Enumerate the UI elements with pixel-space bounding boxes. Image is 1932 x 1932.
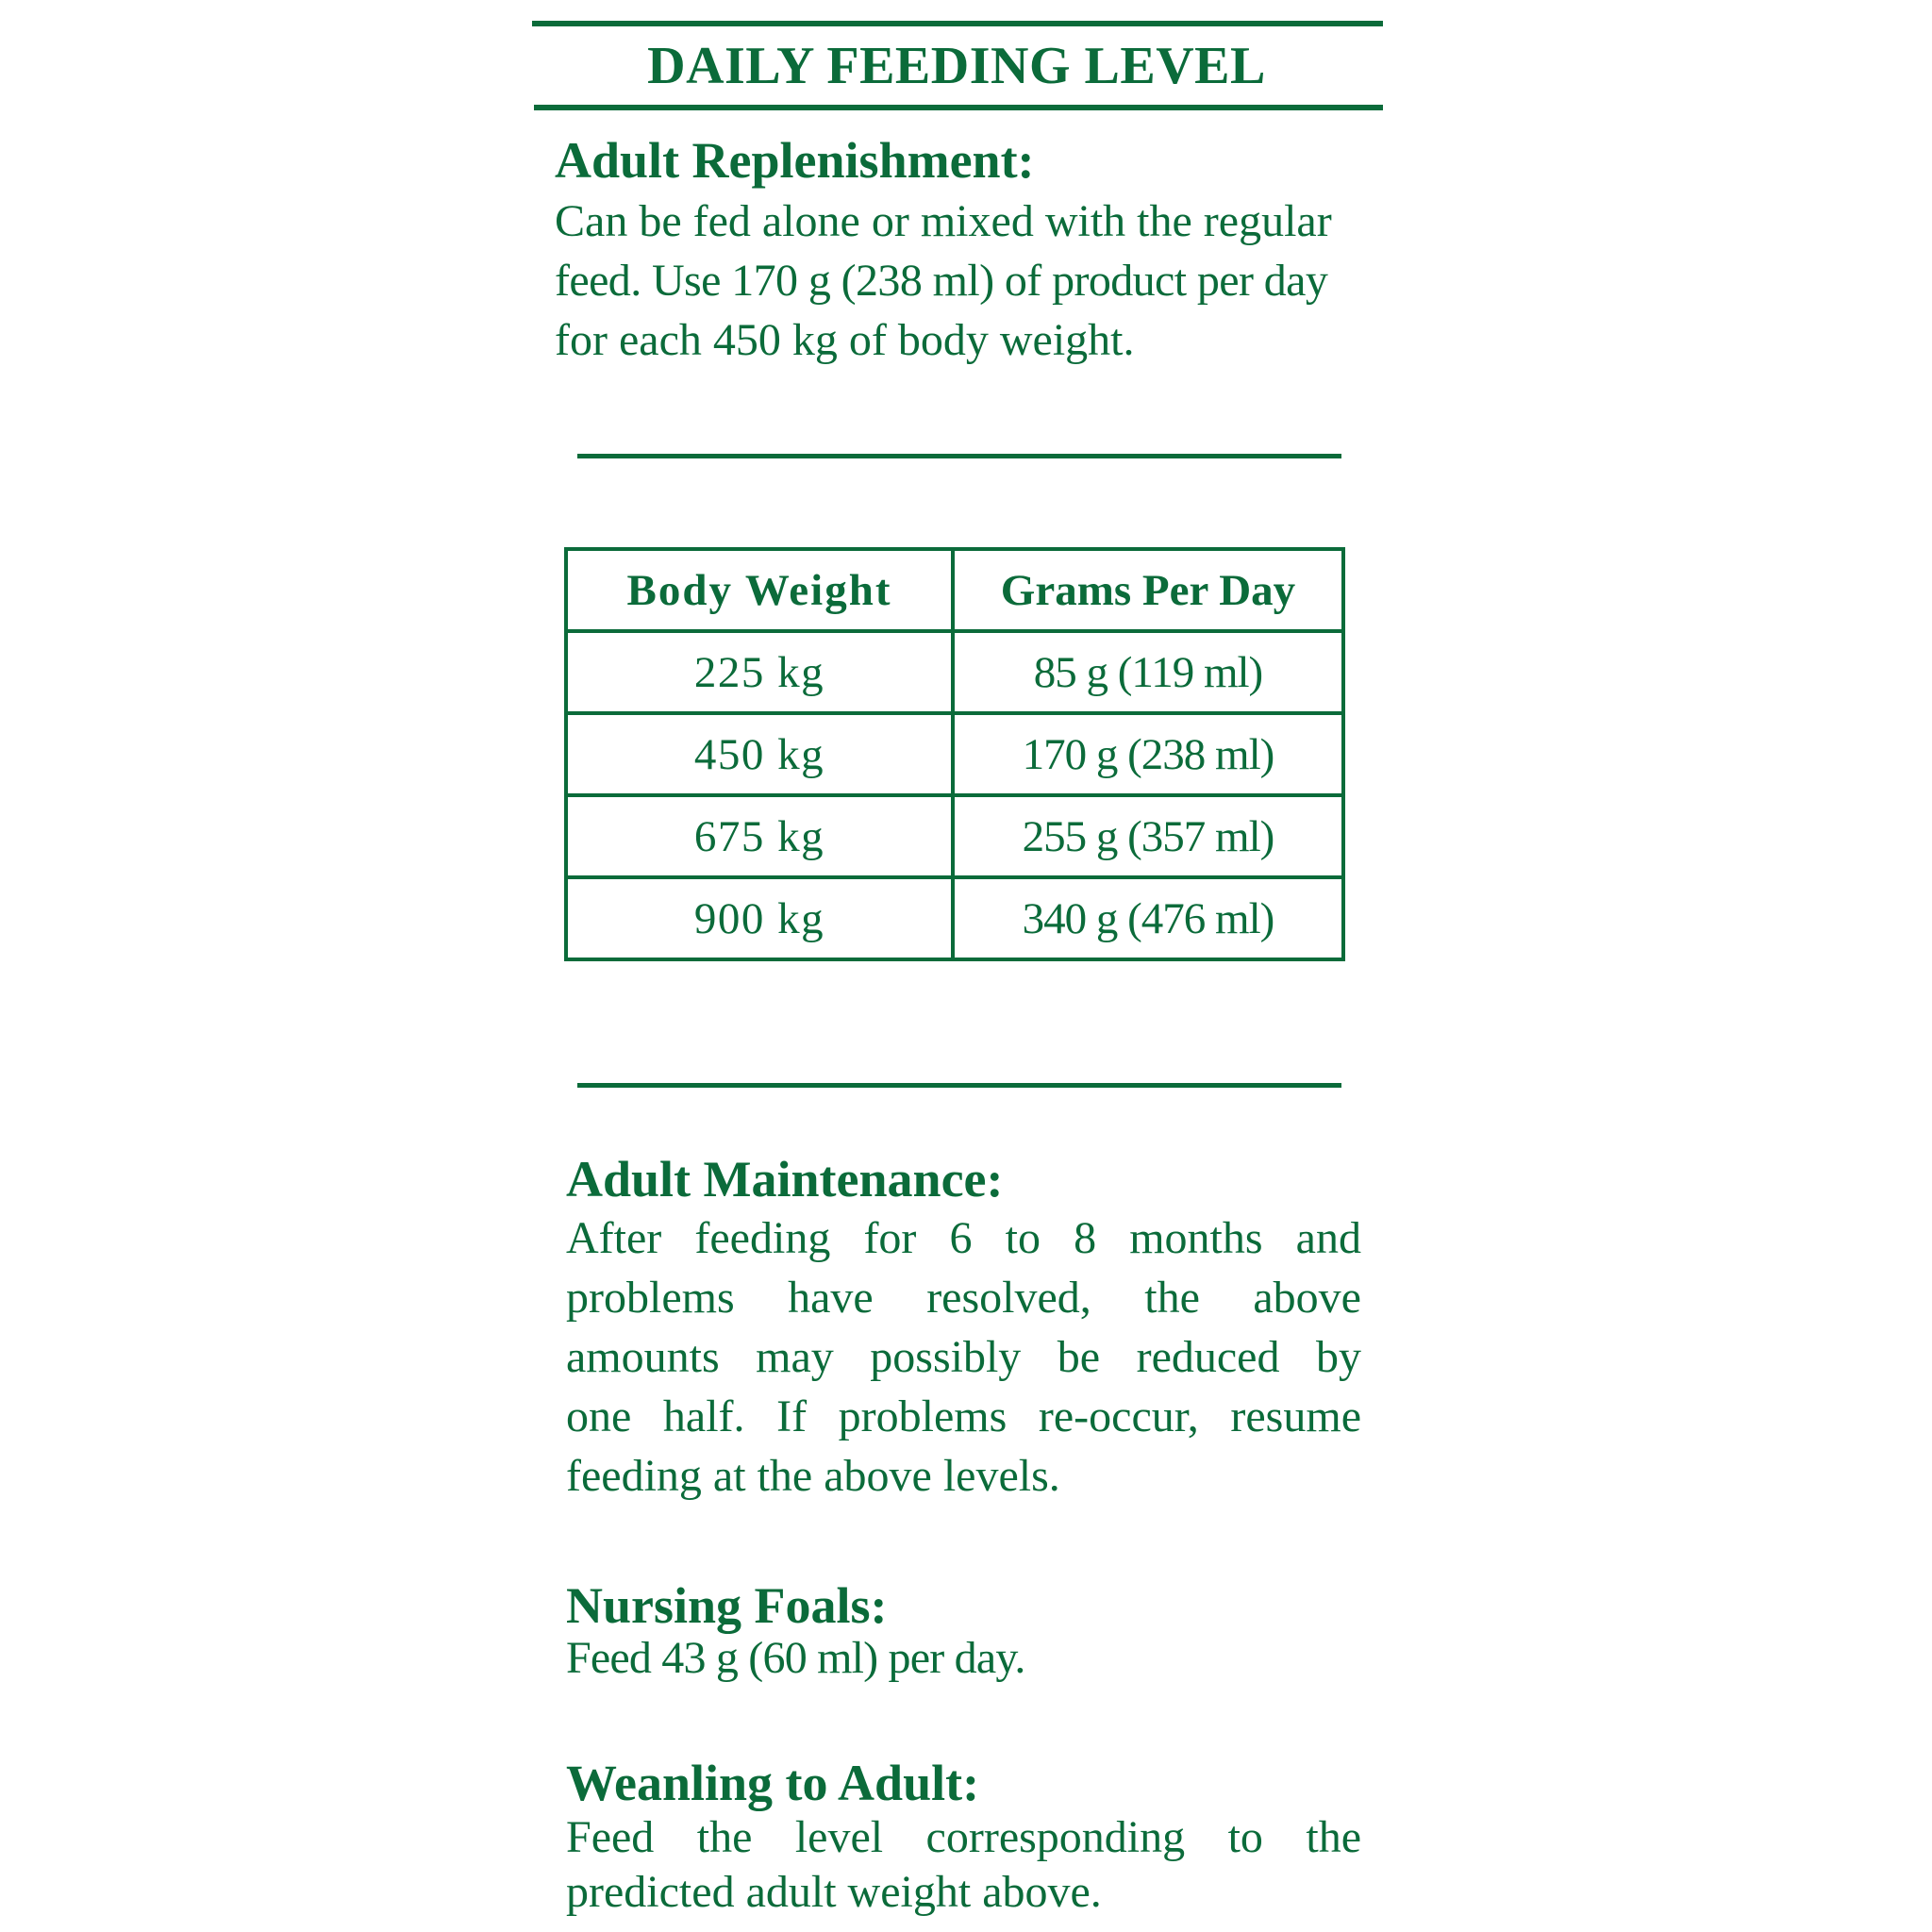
- replenishment-line-2: feed. Use 170 g (238 ml) of product per day: [555, 256, 1328, 306]
- weanling-line-1: [566, 1811, 1361, 1864]
- maintenance-line-1: [566, 1212, 1361, 1265]
- table-row: [566, 713, 1343, 795]
- word: one: [566, 1391, 632, 1441]
- word: 6: [949, 1213, 973, 1263]
- weanling-heading: Weanling to Adult:: [566, 1755, 980, 1811]
- section-divider-1: [577, 454, 1341, 458]
- replenishment-line-3: for each 450 kg of body weight.: [555, 315, 1135, 365]
- grams-cell: 340 g (476 ml): [953, 877, 1343, 959]
- word: problems: [566, 1273, 735, 1323]
- word: resume: [1230, 1391, 1361, 1441]
- word: may: [756, 1332, 834, 1382]
- word: resolved,: [926, 1273, 1091, 1323]
- word: re-occur,: [1038, 1391, 1199, 1441]
- word: problems: [838, 1391, 1008, 1441]
- word: After: [566, 1213, 662, 1263]
- table-row: [566, 877, 1343, 959]
- grams-cell: 255 g (357 ml): [953, 795, 1343, 877]
- maintenance-line-3: [566, 1331, 1361, 1384]
- title-top-rule: [532, 21, 1383, 26]
- word: have: [788, 1273, 874, 1323]
- table-row: [566, 795, 1343, 877]
- replenishment-line-1: Can be fed alone or mixed with the regular: [555, 196, 1332, 246]
- word: the: [696, 1812, 753, 1862]
- word: possibly: [870, 1332, 1022, 1382]
- body-weight-cell: 450 kg: [566, 713, 953, 795]
- word: 8: [1074, 1213, 1097, 1263]
- maintenance-line-5: feeding at the above levels.: [566, 1451, 1060, 1501]
- word: to: [1005, 1213, 1041, 1263]
- word: by: [1315, 1332, 1361, 1382]
- word: feeding: [694, 1213, 831, 1263]
- replenishment-heading: Adult Replenishment:: [555, 132, 1035, 189]
- maintenance-line-2: [566, 1272, 1361, 1324]
- word: reduced: [1136, 1332, 1280, 1382]
- section-divider-2: [577, 1083, 1341, 1088]
- word: for: [863, 1213, 917, 1263]
- maintenance-line-4: [566, 1391, 1361, 1443]
- word: months: [1129, 1213, 1263, 1263]
- word: corresponding: [925, 1812, 1186, 1862]
- word: the: [1306, 1812, 1361, 1862]
- word: If: [776, 1391, 808, 1441]
- word: above: [1253, 1273, 1361, 1323]
- nursing-text: Feed 43 g (60 ml) per day.: [566, 1633, 1025, 1683]
- maintenance-heading: Adult Maintenance:: [566, 1151, 1004, 1208]
- word: amounts: [566, 1332, 720, 1382]
- body-weight-cell: 900 kg: [566, 877, 953, 959]
- table-row: [566, 631, 1343, 713]
- word: Feed: [566, 1812, 655, 1862]
- word: to: [1227, 1812, 1263, 1862]
- table-header-row: [566, 549, 1343, 631]
- feeding-table: [564, 547, 1345, 961]
- word: and: [1295, 1213, 1361, 1263]
- grams-cell: 85 g (119 ml): [953, 631, 1343, 713]
- page-title: DAILY FEEDING LEVEL: [647, 37, 1266, 95]
- grams-cell: 170 g (238 ml): [953, 713, 1343, 795]
- word: the: [1144, 1273, 1200, 1323]
- word: level: [794, 1812, 884, 1862]
- body-weight-cell: 225 kg: [566, 631, 953, 713]
- word: half.: [662, 1391, 745, 1441]
- title-bottom-rule: [534, 105, 1383, 110]
- weanling-line-2: predicted adult weight above.: [566, 1867, 1102, 1917]
- word: be: [1057, 1332, 1101, 1382]
- body-weight-cell: 675 kg: [566, 795, 953, 877]
- header-grams-per-day: Grams Per Day: [953, 549, 1343, 631]
- nursing-heading: Nursing Foals:: [566, 1577, 888, 1634]
- header-body-weight: Body Weight: [566, 549, 953, 631]
